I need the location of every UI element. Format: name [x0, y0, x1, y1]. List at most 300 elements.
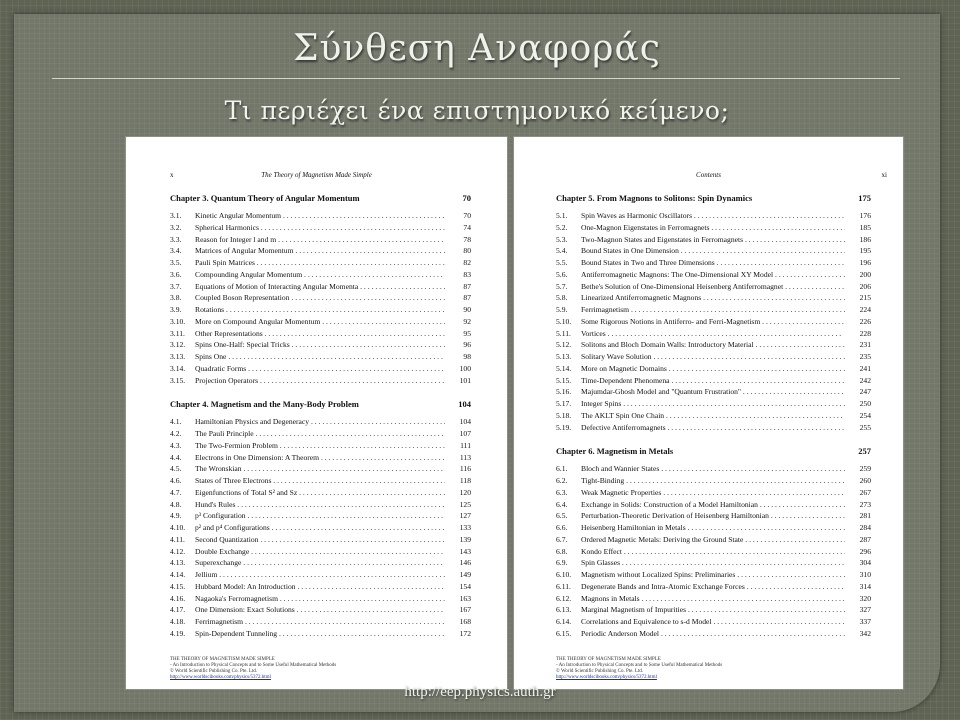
section-title: Rotations . . .: [195, 305, 445, 314]
toc-entry: [170, 352, 471, 364]
section-page: 78: [447, 235, 471, 244]
toc-entry: [170, 364, 471, 376]
chapter-title: Chapter 4. Magnetism and the Many-Body Problem: [170, 399, 359, 410]
toc-entry: [170, 441, 471, 453]
section-title: More on Compound Angular Momentum . . .: [195, 317, 445, 326]
section-page: 228: [847, 329, 871, 338]
section-title: The Wronskian . . .: [195, 464, 445, 473]
section-title: Magnetism without Localized Spins: Preliminaries . . .: [581, 570, 845, 579]
section-page: 116: [447, 464, 471, 473]
toc-entry: [556, 523, 871, 535]
section-page: 206: [847, 282, 871, 291]
toc-entry: [170, 317, 471, 329]
section-title: Tight-Binding . . .: [581, 476, 845, 485]
section-number: 5.6.: [556, 269, 568, 279]
section-title: Equations of Motion of Interacting Angular Momenta . . .: [195, 282, 445, 291]
section-number: 4.12.: [170, 546, 186, 556]
section-page: 163: [447, 594, 471, 603]
section-title: Quadratic Forms . . .: [195, 364, 445, 373]
section-number: 5.8.: [556, 293, 568, 303]
section-number: 3.14.: [170, 363, 186, 373]
section-number: 6.13.: [556, 605, 572, 615]
running-title: Contents: [696, 171, 721, 179]
section-number: 4.15.: [170, 581, 186, 591]
section-title: Ordered Magnetic Metals: Deriving the Ground State . . .: [581, 535, 845, 544]
section-number: 5.10.: [556, 316, 572, 326]
section-page: 215: [847, 293, 871, 302]
toc-entry: [556, 500, 871, 512]
toc-entry: [556, 329, 871, 341]
page-header: [134, 171, 499, 180]
section-number: 4.19.: [170, 628, 186, 638]
section-title: Spins One-Half: Special Tricks . . .: [195, 340, 445, 349]
section-title: Exchange in Solids: Construction of a Model Hamiltonian . . .: [581, 500, 845, 509]
footer-link[interactable]: http://www.worldscibooks.com/physics/5372.html: [556, 675, 657, 680]
section-title: Solitons and Bloch Domain Walls: Introductory Material . . .: [581, 340, 845, 349]
toc-entry: [556, 317, 871, 329]
section-title: Spins One . . .: [195, 352, 445, 361]
section-page: 133: [447, 523, 471, 532]
section-number: 4.2.: [170, 429, 182, 438]
slide-subtitle: Τι περιέχει ένα επιστημονικό κείμενο;: [224, 96, 730, 125]
section-page: 90: [447, 305, 471, 314]
section-number: 5.11.: [556, 328, 571, 338]
section-number: 4.9.: [170, 511, 182, 521]
toc-entry: [556, 282, 871, 294]
section-title: Matrices of Angular Momentum . . .: [195, 246, 445, 255]
section-number: 3.1.: [170, 211, 182, 220]
toc-entry: [556, 411, 871, 423]
section-number: 6.6.: [556, 523, 568, 532]
toc-entry: [170, 488, 471, 500]
section-page: 125: [447, 500, 471, 509]
section-page: 104: [447, 417, 471, 426]
section-number: 5.15.: [556, 375, 572, 385]
section-title: Linearized Antiferromagnetic Magnons . . .: [581, 293, 845, 302]
toc-entry: [170, 258, 471, 270]
toc-entry: [556, 399, 871, 411]
toc-entry: [556, 488, 871, 500]
footer-line: - An Introduction to Physical Concepts and to Some Useful Mathematical Methods: [556, 663, 723, 668]
section-page: 146: [447, 558, 471, 567]
section-page: 82: [447, 258, 471, 267]
chapter-heading: [170, 399, 471, 412]
section-title: p² and p⁴ Configurations . . .: [195, 523, 445, 532]
section-title: Kondo Effect . . .: [581, 547, 845, 556]
section-page: 113: [447, 453, 471, 462]
section-number: 4.4.: [170, 452, 182, 462]
chapter-title: Chapter 3. Quantum Theory of Angular Momentum: [170, 193, 360, 203]
section-page: 195: [847, 246, 871, 255]
section-title: Reason for Integer l and m . . .: [195, 235, 445, 244]
chapter-page: 175: [858, 193, 871, 203]
section-page: 149: [447, 570, 471, 579]
section-number: 4.18.: [170, 617, 186, 626]
section-title: Defective Antiferromagnets . . .: [581, 423, 845, 432]
section-number: 4.13.: [170, 558, 186, 568]
section-number: 4.14.: [170, 570, 186, 579]
section-page: 267: [847, 488, 871, 497]
toc-list: [556, 193, 871, 641]
section-number: 5.3.: [556, 234, 568, 244]
section-title: The Two-Fermion Problem . . .: [195, 441, 445, 450]
page-header: [522, 171, 895, 180]
section-page: 242: [847, 376, 871, 385]
section-title: More on Magnetic Domains . . .: [581, 364, 845, 373]
footer-line: © World Scientific Publishing Co. Pte. Ltd.: [556, 669, 644, 674]
toc-entry: [170, 594, 471, 606]
section-number: 4.17.: [170, 605, 186, 615]
section-title: Integer Spins . . .: [581, 399, 845, 408]
section-title: Hund's Rules . . .: [195, 500, 445, 509]
section-number: 4.5.: [170, 464, 182, 474]
section-page: 96: [447, 340, 471, 349]
section-page: 92: [447, 317, 471, 326]
toc-entry: [556, 305, 871, 317]
section-number: 6.11.: [556, 581, 571, 591]
section-title: Second Quantization . . .: [195, 535, 445, 544]
toc-entry: [556, 246, 871, 258]
section-title: Antiferromagnetic Magnons: The One-Dimensional XY Model . . .: [581, 270, 845, 279]
section-page: 200: [847, 270, 871, 279]
section-number: 4.6.: [170, 476, 182, 485]
section-page: 304: [847, 558, 871, 567]
section-number: 3.15.: [170, 375, 186, 385]
section-page: 95: [447, 329, 471, 338]
toc-entry: [556, 235, 871, 247]
section-page: 314: [847, 582, 871, 591]
section-title: Nagaoka's Ferromagnetism . . .: [195, 594, 445, 603]
section-page: 296: [847, 547, 871, 556]
toc-entry: [170, 617, 471, 629]
section-number: 6.2.: [556, 476, 568, 485]
section-number: 6.3.: [556, 487, 568, 497]
section-title: Double Exchange . . .: [195, 547, 445, 556]
toc-entry: [556, 340, 871, 352]
chapter-page: 104: [458, 399, 471, 410]
toc-entry: [556, 376, 871, 388]
section-page: 107: [447, 429, 471, 438]
toc-entry: [556, 629, 871, 641]
section-page: 80: [447, 246, 471, 255]
footer-line: - An Introduction to Physical Concepts and to Some Useful Mathematical Methods: [170, 663, 337, 668]
toc-entry: [556, 535, 871, 547]
section-page: 342: [847, 629, 871, 638]
section-page: 185: [847, 223, 871, 232]
chapter-heading: [556, 193, 871, 206]
section-title: Superexchange . . .: [195, 558, 445, 567]
section-page: 247: [847, 387, 871, 396]
section-number: 3.12.: [170, 340, 186, 350]
section-title: Bloch and Wannier States . . .: [581, 464, 845, 473]
section-title: The Pauli Principle . . .: [195, 429, 445, 438]
section-number: 6.10.: [556, 570, 572, 579]
section-page: 127: [447, 511, 471, 520]
section-number: 5.14.: [556, 363, 572, 373]
section-number: 4.11.: [170, 534, 185, 544]
section-title: Eigenfunctions of Total S² and Sz . . .: [195, 488, 445, 497]
section-page: 250: [847, 399, 871, 408]
section-page: 310: [847, 570, 871, 579]
section-title: Projection Operators . . .: [195, 376, 445, 385]
section-number: 5.13.: [556, 352, 572, 361]
section-number: 4.7.: [170, 487, 182, 497]
toc-entry: [170, 558, 471, 570]
section-number: 5.16.: [556, 387, 572, 397]
section-number: 5.12.: [556, 340, 572, 350]
section-page: 118: [447, 476, 471, 485]
toc-entry: [170, 211, 471, 223]
section-page: 273: [847, 500, 871, 509]
section-title: Other Representations . . .: [195, 329, 445, 338]
toc-entry: [556, 223, 871, 235]
toc-entry: [170, 511, 471, 523]
page-number: x: [170, 171, 174, 179]
toc-entry: [556, 423, 871, 435]
section-page: 235: [847, 352, 871, 361]
section-number: 6.15.: [556, 628, 572, 638]
section-number: 4.3.: [170, 440, 182, 450]
footer-url[interactable]: http://eep.physics.auth.gr: [404, 684, 556, 700]
section-title: Spin Waves as Harmonic Oscillators . . .: [581, 211, 845, 220]
section-page: 111: [447, 441, 471, 450]
section-page: 327: [847, 605, 871, 614]
section-title: Periodic Anderson Model . . .: [581, 629, 845, 638]
section-page: 259: [847, 464, 871, 473]
section-number: 3.11.: [170, 328, 185, 338]
section-page: 224: [847, 305, 871, 314]
section-title: Vortices . . .: [581, 329, 845, 338]
section-number: 5.17.: [556, 399, 572, 408]
slide-title: Σύνθεση Αναφοράς: [293, 28, 661, 69]
toc-entry: [556, 364, 871, 376]
section-page: 83: [447, 270, 471, 279]
section-title: Heisenberg Hamiltonian in Metals . . .: [581, 523, 845, 532]
section-title: Spin Glasses . . .: [581, 558, 845, 567]
section-number: 3.13.: [170, 352, 186, 361]
section-number: 5.9.: [556, 305, 568, 314]
toc-entry: [170, 453, 471, 465]
toc-entry: [170, 270, 471, 282]
toc-entry: [556, 547, 871, 559]
section-page: 167: [447, 605, 471, 614]
section-title: States of Three Electrons . . .: [195, 476, 445, 485]
section-page: 231: [847, 340, 871, 349]
section-page: 98: [447, 352, 471, 361]
toc-entry: [170, 282, 471, 294]
toc-list: [170, 193, 471, 641]
section-number: 5.1.: [556, 211, 568, 220]
running-title: The Theory of Magnetism Made Simple: [261, 171, 372, 179]
section-number: 6.12.: [556, 593, 572, 603]
section-title: Pauli Spin Matrices . . .: [195, 258, 445, 267]
toc-entry: [170, 570, 471, 582]
section-title: Hubbard Model: An Introduction . . .: [195, 582, 445, 591]
toc-entry: [170, 305, 471, 317]
toc-entry: [556, 211, 871, 223]
toc-entry: [556, 605, 871, 617]
section-number: 4.8.: [170, 499, 182, 509]
section-number: 6.5.: [556, 511, 568, 521]
section-number: 3.3.: [170, 234, 182, 244]
section-page: 154: [447, 582, 471, 591]
section-title: Spherical Harmonics . . .: [195, 223, 445, 232]
toc-entry: [170, 476, 471, 488]
chapter-page: 257: [858, 446, 871, 457]
section-page: 120: [447, 488, 471, 497]
section-number: 3.2.: [170, 222, 182, 232]
section-title: Some Rigorous Notions in Antiferro- and Ferri-Magnetism . . .: [581, 317, 845, 326]
toc-page-left: [125, 136, 508, 690]
section-title: Correlations and Equivalence to s-d Model . . .: [581, 617, 845, 626]
section-title: Electrons in One Dimension: A Theorem . . .: [195, 453, 445, 462]
toc-entry: [556, 558, 871, 570]
toc-entry: [170, 329, 471, 341]
footer-line: THE THEORY OF MAGNETISM MADE SIMPLE: [170, 657, 275, 662]
section-page: 70: [447, 211, 471, 220]
section-page: 320: [847, 594, 871, 603]
section-title: One-Magnon Eigenstates in Ferromagnets . . .: [581, 223, 845, 232]
chapter-title: Chapter 6. Magnetism in Metals: [556, 446, 674, 457]
section-page: 255: [847, 423, 871, 432]
section-title: Ferrimagnetism . . .: [581, 305, 845, 314]
toc-entry: [170, 376, 471, 388]
section-page: 226: [847, 317, 871, 326]
toc-entry: [170, 523, 471, 535]
toc-entry: [170, 582, 471, 594]
toc-entry: [556, 511, 871, 523]
section-number: 3.8.: [170, 293, 182, 303]
title-divider: [52, 78, 900, 79]
section-title: Weak Magnetic Properties . . .: [581, 488, 845, 497]
section-page: 241: [847, 364, 871, 373]
section-title: Time-Dependent Phenomena . . .: [581, 376, 845, 385]
section-number: 6.4.: [556, 499, 568, 509]
toc-entry: [170, 500, 471, 512]
toc-entry: [170, 605, 471, 617]
section-number: 3.6.: [170, 269, 182, 279]
page-number: xi: [881, 171, 887, 179]
toc-entry: [556, 476, 871, 488]
toc-entry: [170, 293, 471, 305]
section-title: Solitary Wave Solution . . .: [581, 352, 845, 361]
section-number: 3.10.: [170, 316, 186, 326]
section-number: 5.7.: [556, 281, 568, 291]
toc-entry: [170, 547, 471, 559]
section-title: Jellium . . .: [195, 570, 445, 579]
section-title: Two-Magnon States and Eigenstates in Ferromagnets . . .: [581, 235, 845, 244]
section-title: One Dimension: Exact Solutions . . .: [195, 605, 445, 614]
section-title: Perturbation-Theoretic Derivation of Heisenberg Hamiltonian . . .: [581, 511, 845, 520]
section-title: Bound States in Two and Three Dimensions . . .: [581, 258, 845, 267]
section-page: 143: [447, 547, 471, 556]
section-page: 100: [447, 364, 471, 373]
toc-entry: [556, 352, 871, 364]
section-title: Coupled Boson Representation . . .: [195, 293, 445, 302]
section-title: Kinetic Angular Momentum . . .: [195, 211, 445, 220]
section-title: Spin-Dependent Tunneling . . .: [195, 629, 445, 638]
section-title: Bound States in One Dimension . . .: [581, 246, 845, 255]
toc-entry: [170, 246, 471, 258]
section-number: 5.19.: [556, 422, 572, 432]
section-number: 6.14.: [556, 617, 572, 626]
section-page: 260: [847, 476, 871, 485]
toc-page-right: [513, 136, 904, 690]
chapter-title: Chapter 5. From Magnons to Solitons: Spin Dynamics: [556, 193, 753, 203]
section-page: 101: [447, 376, 471, 385]
section-number: 5.4.: [556, 246, 568, 256]
chapter-page: 70: [462, 193, 471, 203]
section-page: 196: [847, 258, 871, 267]
section-number: 6.8.: [556, 546, 568, 556]
section-page: 254: [847, 411, 871, 420]
section-page: 281: [847, 511, 871, 520]
section-title: Hamiltonian Physics and Degeneracy . . .: [195, 417, 445, 426]
section-title: The AKLT Spin One Chain . . .: [581, 411, 845, 420]
toc-entry: [556, 258, 871, 270]
section-number: 6.9.: [556, 558, 568, 568]
section-title: Majumdar-Ghosh Model and "Quantum Frustration" . . .: [581, 387, 845, 396]
section-number: 3.9.: [170, 305, 182, 314]
toc-entry: [170, 629, 471, 641]
toc-entry: [170, 429, 471, 441]
toc-entry: [556, 293, 871, 305]
section-page: 74: [447, 223, 471, 232]
toc-entry: [170, 535, 471, 547]
toc-entry: [556, 387, 871, 399]
footer-line: © World Scientific Publishing Co. Pte. Ltd.: [170, 669, 258, 674]
section-title: p³ Configuration . . .: [195, 511, 445, 520]
page-footer: [556, 657, 883, 681]
toc-entry: [170, 464, 471, 476]
section-number: 3.4.: [170, 246, 182, 256]
toc-entry: [556, 464, 871, 476]
section-page: 87: [447, 293, 471, 302]
footer-link[interactable]: http://www.worldscibooks.com/physics/5372.html: [170, 675, 271, 680]
toc-entry: [556, 582, 871, 594]
section-page: 139: [447, 535, 471, 544]
toc-entry: [556, 270, 871, 282]
section-page: 168: [447, 617, 471, 626]
footer-line: THE THEORY OF MAGNETISM MADE SIMPLE: [556, 657, 661, 662]
slide: [14, 14, 940, 712]
toc-entry: [170, 235, 471, 247]
section-number: 6.1.: [556, 464, 568, 474]
toc-entry: [556, 570, 871, 582]
section-number: 3.5.: [170, 258, 182, 267]
section-title: Marginal Magnetism of Impurities . . .: [581, 605, 845, 614]
section-page: 287: [847, 535, 871, 544]
section-page: 172: [447, 629, 471, 638]
section-title: Bethe's Solution of One-Dimensional Heisenberg Antiferromagnet . . .: [581, 282, 845, 291]
chapter-heading: [170, 193, 471, 206]
toc-entry: [170, 223, 471, 235]
section-title: Degenerate Bands and Intra-Atomic Exchange Forces . . .: [581, 582, 845, 591]
section-page: 284: [847, 523, 871, 532]
section-number: 5.2.: [556, 222, 568, 232]
section-number: 4.1.: [170, 417, 182, 427]
section-title: Ferrimagnetism . . .: [195, 617, 445, 626]
section-page: 87: [447, 282, 471, 291]
section-page: 186: [847, 235, 871, 244]
chapter-heading: [556, 446, 871, 459]
section-page: 337: [847, 617, 871, 626]
toc-entry: [170, 417, 471, 429]
section-page: 176: [847, 211, 871, 220]
chapter-gap: [170, 387, 471, 399]
toc-entry: [556, 594, 871, 606]
toc-entry: [170, 340, 471, 352]
